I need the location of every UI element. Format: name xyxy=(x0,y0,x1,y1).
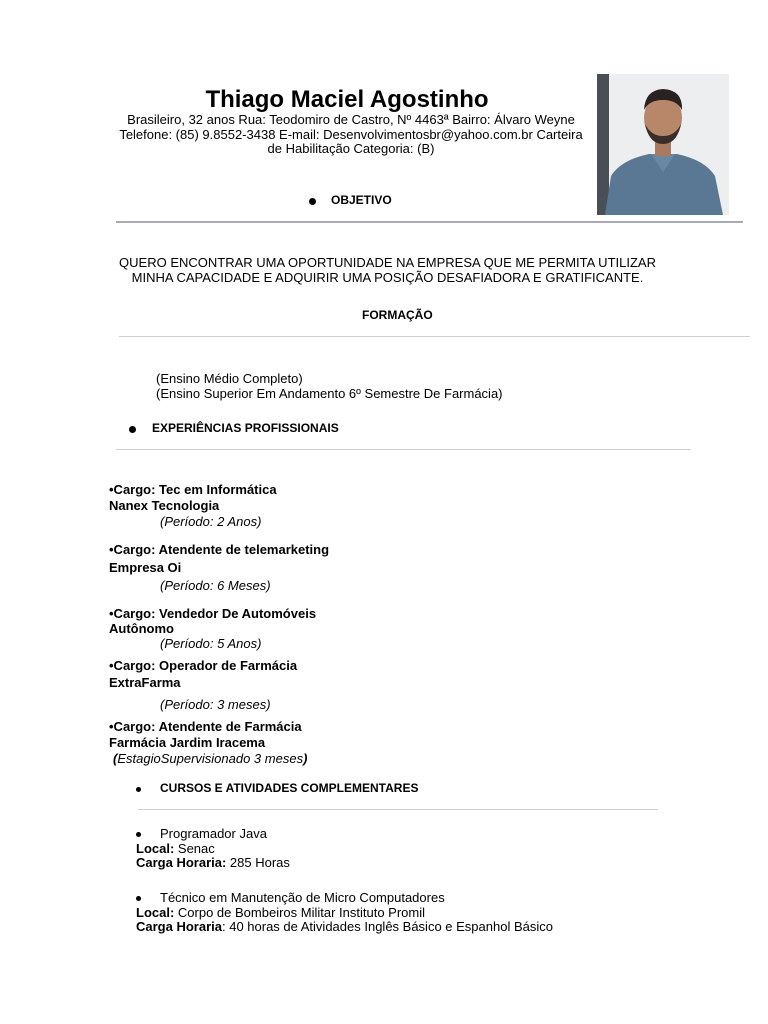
formacao-item: (Ensino Médio Completo) xyxy=(156,371,303,386)
experiencias-title: EXPERIÊNCIAS PROFISSIONAIS xyxy=(152,421,339,435)
experiencias-divider xyxy=(116,449,691,450)
formacao-list xyxy=(156,371,503,401)
course-bullet xyxy=(136,832,141,837)
course-carga xyxy=(136,920,553,935)
contact-line-address: Brasileiro, 32 anos Rua: Teodomiro de Castro, Nº 4463ª Bairro: Álvaro Weyne xyxy=(127,112,575,127)
objetivo-text xyxy=(110,256,665,285)
course-local-label: Local: xyxy=(136,840,175,856)
course-name-row xyxy=(136,891,553,906)
formacao-divider xyxy=(119,336,750,337)
job-company: Empresa Oi xyxy=(109,560,182,575)
course-entry xyxy=(136,827,290,871)
cursos-title: CURSOS E ATIVIDADES COMPLEMENTARES xyxy=(160,781,419,795)
contact-line-phone-email: Telefone: (85) 9.8552-3438 E-mail: Desenvolvimentosbr@yahoo.com.br Carteira xyxy=(119,126,583,142)
course-carga-label: Carga Horaria xyxy=(136,919,222,934)
objetivo-bullet xyxy=(309,193,316,211)
objetivo-divider xyxy=(116,221,743,223)
objetivo-title: OBJETIVO xyxy=(331,193,392,207)
job-title: •Cargo: Atendente de telemarketing xyxy=(109,542,330,557)
course-name-row xyxy=(136,827,290,842)
course-local-label: Local: xyxy=(136,904,175,920)
job-title: •Cargo: Vendedor De Automóveis xyxy=(109,606,317,621)
contact-line-license: de Habilitação Categoria: (B) xyxy=(267,141,435,156)
period-open-paren: ( xyxy=(113,751,118,766)
experiencias-bullet xyxy=(129,421,136,439)
course-bullet xyxy=(136,896,141,901)
course-name: Programador Java xyxy=(160,826,267,841)
job-company: Autônomo xyxy=(109,621,174,636)
job-company: Nanex Tecnologia xyxy=(109,498,220,513)
profile-photo xyxy=(597,74,729,215)
job-period: (Período: 5 Anos) xyxy=(160,636,262,651)
course-local-value: Senac xyxy=(174,840,215,856)
period-close-paren: ) xyxy=(303,751,308,766)
course-local xyxy=(136,842,290,857)
course-carga-label: Carga Horaria: xyxy=(136,855,227,870)
job-period: (Período: 6 Meses) xyxy=(160,578,271,593)
course-name: Técnico em Manutenção de Micro Computadores xyxy=(160,890,445,905)
objetivo-line: MINHA CAPACIDADE E ADQUIRIR UMA POSIÇÃO DESAFIADORA E GRATIFICANTE. xyxy=(131,269,644,285)
job-period xyxy=(109,751,307,767)
cursos-bullet xyxy=(136,781,141,799)
job-period: (Período: 3 meses) xyxy=(160,697,271,712)
course-local-value: Corpo de Bombeiros Militar Instituto Promil xyxy=(174,904,425,920)
course-local xyxy=(136,906,553,921)
period-text: EstagioSupervisionado 3 meses xyxy=(117,751,304,766)
job-company: ExtraFarma xyxy=(109,675,181,690)
candidate-name: Thiago Maciel Agostinho xyxy=(205,86,489,113)
course-carga-value: 285 Horas xyxy=(226,855,290,870)
course-carga-value: : 40 horas de Atividades Inglês Básico e Espanhol Básico xyxy=(221,919,553,934)
course-entry xyxy=(136,891,553,935)
job-entry xyxy=(109,606,316,652)
objetivo-line: QUERO ENCONTRAR UMA OPORTUNIDADE NA EMPRESA QUE ME PERMITA UTILIZAR xyxy=(119,255,656,270)
contact-info xyxy=(112,113,590,157)
job-entry xyxy=(109,482,277,530)
job-title: •Cargo: Operador de Farmácia xyxy=(109,658,298,673)
job-title: •Cargo: Tec em Informática xyxy=(109,482,277,497)
job-entry xyxy=(109,542,329,594)
job-company: Farmácia Jardim Iracema xyxy=(109,735,266,750)
course-carga xyxy=(136,856,290,871)
job-entry xyxy=(109,658,297,713)
job-entry xyxy=(109,719,307,767)
cursos-divider xyxy=(138,809,658,810)
job-title: •Cargo: Atendente de Farmácia xyxy=(109,719,302,734)
formacao-title: FORMAÇÃO xyxy=(362,308,433,322)
job-period: (Período: 2 Anos) xyxy=(160,514,262,529)
portrait-illustration xyxy=(597,74,729,215)
formacao-item: (Ensino Superior Em Andamento 6º Semestre De Farmácia) xyxy=(156,386,503,401)
